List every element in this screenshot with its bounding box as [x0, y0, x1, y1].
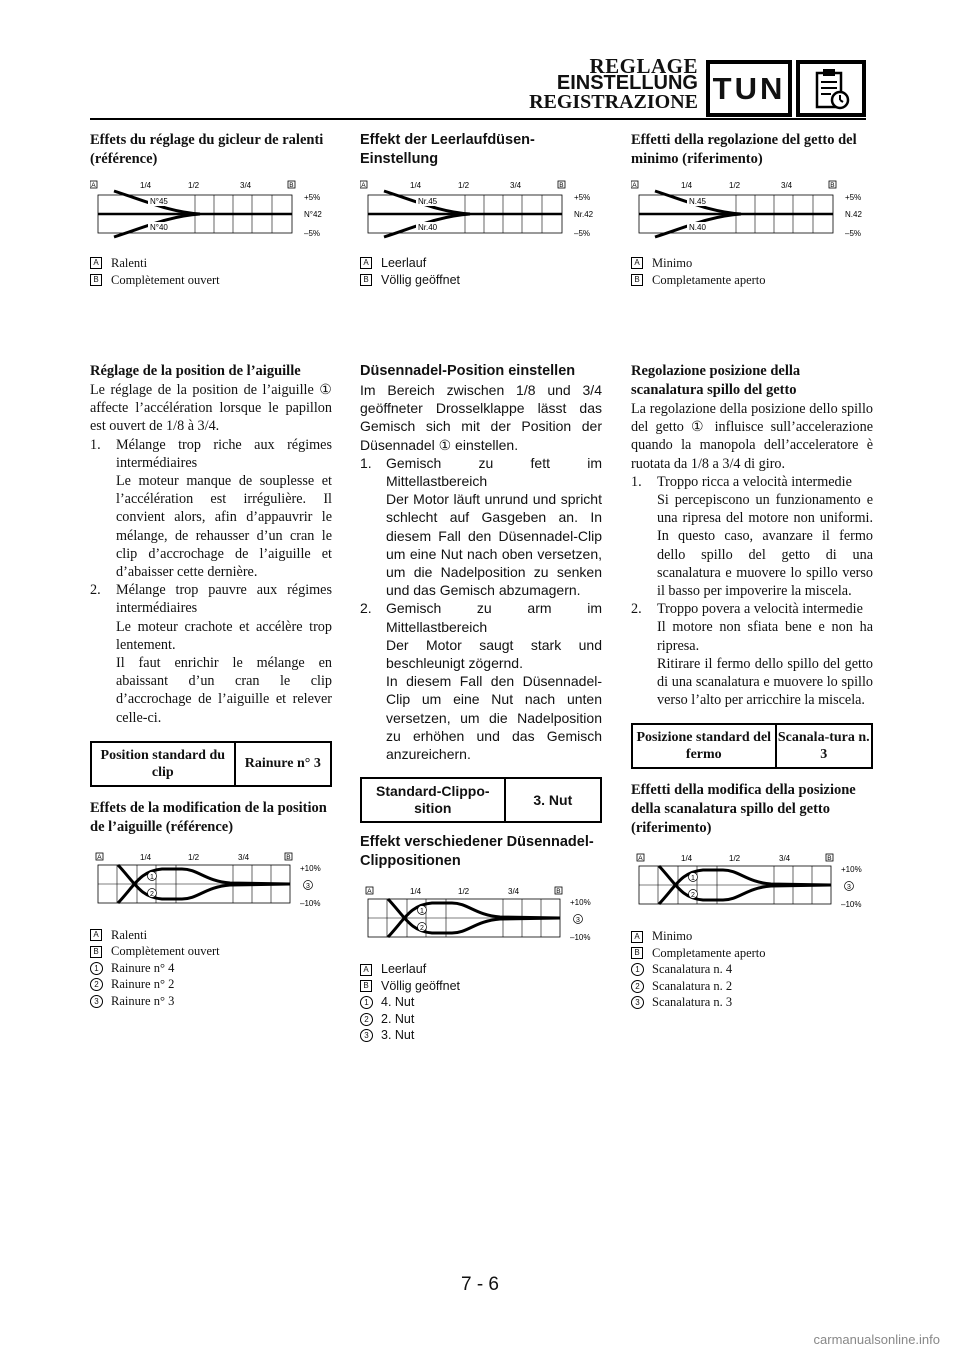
- key-1-icon: 1: [90, 962, 103, 975]
- list-item-text: Ritirare il fermo dello spillo del getto di una scanalatura e muovere lo spillo verso l’alto per arricchire la miscela.: [657, 655, 873, 709]
- idle-chart-n42: N°42: [304, 210, 322, 219]
- key-2-icon: 2: [90, 978, 103, 991]
- svg-text:+10%: +10%: [570, 898, 591, 908]
- needle-chart-fr: [90, 851, 332, 917]
- svg-text:1/2: 1/2: [729, 854, 741, 864]
- svg-text:3: 3: [847, 884, 851, 892]
- svg-text:3/4: 3/4: [508, 887, 520, 897]
- svg-text:B: B: [830, 182, 835, 190]
- idle-chart-n40: N°40: [150, 223, 168, 232]
- list-item: 1. Troppo ricca a velocità intermedie: [631, 473, 852, 490]
- legend-b: B Völlig geöffnet: [360, 272, 602, 289]
- key-1-icon: 1: [360, 996, 373, 1009]
- svg-text:1: 1: [691, 875, 695, 883]
- key-2-icon: 2: [631, 980, 644, 993]
- idle-chart-de: [360, 179, 602, 247]
- svg-text:N.42: N.42: [845, 210, 862, 219]
- header-rule: [90, 118, 866, 120]
- key-3-icon: 3: [360, 1029, 373, 1042]
- header-title-fr: REGLAGE: [589, 54, 698, 78]
- needle-title-fr: Réglage de la position de l’aiguille: [90, 363, 301, 379]
- svg-text:B: B: [559, 182, 564, 190]
- idle-chart-it: [631, 179, 873, 247]
- svg-text:1/4: 1/4: [410, 887, 422, 897]
- svg-text:–5%: –5%: [845, 229, 862, 238]
- svg-text:Nr.40: Nr.40: [418, 223, 438, 232]
- legend-b: B Völlig geöffnet: [360, 978, 602, 995]
- idle-title-it: Effetti della regolazione del getto del minimo (riferimento): [631, 132, 857, 167]
- svg-text:+5%: +5%: [574, 193, 591, 202]
- svg-text:–10%: –10%: [300, 898, 321, 908]
- legend-a: A Leerlauf: [360, 961, 602, 978]
- svg-text:B: B: [556, 888, 561, 896]
- svg-text:1: 1: [150, 873, 154, 881]
- tuning-clipboard-icon: [796, 60, 866, 117]
- list-item: 2. Troppo povera a velocità intermedie: [631, 601, 863, 618]
- legend-b: B Complètement ouvert: [90, 943, 332, 960]
- legend-3: 3 Scanalatura n. 3: [631, 994, 873, 1011]
- svg-text:1/2: 1/2: [458, 181, 470, 190]
- key-a-icon: A: [360, 964, 372, 976]
- legend-a: A Ralenti: [90, 255, 332, 272]
- legend-1: 1 Rainure n° 4: [90, 960, 332, 977]
- list-item-text: Der Motor saugt stark und beschleunigt zögernd.: [386, 636, 602, 672]
- svg-text:+10%: +10%: [300, 863, 321, 873]
- svg-text:3/4: 3/4: [238, 852, 250, 862]
- spec-table-label: Standard-Clippo-sition: [362, 779, 506, 821]
- legend-b: B Completamente aperto: [631, 272, 873, 289]
- legend-a: A Leerlauf: [360, 255, 602, 272]
- watermark: carmanualsonline.info: [813, 1332, 940, 1347]
- svg-text:2: 2: [150, 890, 154, 898]
- svg-text:2: 2: [420, 925, 424, 933]
- needle-section-fr: [90, 362, 332, 1009]
- svg-text:1/2: 1/2: [188, 852, 200, 862]
- needle-intro-de: Im Bereich zwischen 1/8 und 3/4 geöffneter Drosselklappe lässt das Gemisch sich mit der Position der Düsennadel ① einstellen.: [360, 382, 602, 453]
- svg-text:A: A: [638, 855, 643, 863]
- legend-3: 3 Rainure n° 3: [90, 993, 332, 1010]
- needle-title-it: Regolazione posizione della scanalatura spillo del getto: [631, 363, 801, 398]
- legend-a: A Minimo: [631, 255, 873, 272]
- needle-intro-fr: Le réglage de la position de l’aiguille ① affecte l’accélération lorsque le papillon est ouvert de 1/8 à 3/4.: [90, 382, 332, 435]
- svg-text:A: A: [632, 182, 637, 190]
- legend-2: 2 Rainure n° 2: [90, 976, 332, 993]
- idle-section-it: [631, 131, 873, 288]
- svg-text:1/4: 1/4: [681, 181, 693, 190]
- idle-chart-tick-quarter: 1/4: [140, 181, 152, 190]
- key-a-icon: A: [90, 929, 102, 941]
- list-item-text: Der Motor läuft unrund und spricht schlecht auf Gasgeben an. In diesem Fall den Düsennadel-Clip um eine Nut nach oben versetzen, um die Nadelposition zu senken und das Gemisch abzumagern.: [386, 491, 602, 599]
- header-title-it: REGISTRAZIONE: [529, 91, 698, 113]
- header-title-de: EINSTELLUNG: [556, 72, 698, 94]
- legend-b: B Completamente aperto: [631, 945, 873, 962]
- section-code-box: [706, 60, 792, 117]
- svg-text:–10%: –10%: [841, 900, 862, 910]
- svg-text:1/4: 1/4: [140, 852, 152, 862]
- key-b-icon: B: [90, 274, 102, 286]
- svg-text:B: B: [827, 855, 832, 863]
- key-2-icon: 2: [360, 1013, 373, 1026]
- key-a-icon: A: [360, 257, 372, 269]
- svg-text:N.40: N.40: [689, 223, 706, 232]
- list-item-text: Il faut enrichir le mélange en abaissant d’un cran le clip d’accrochage de l’aiguille et relever celle-ci.: [116, 655, 332, 726]
- needle-chart-it: [631, 852, 873, 918]
- legend-2: 2 2. Nut: [360, 1011, 602, 1028]
- idle-section-fr: [90, 131, 332, 288]
- svg-text:1/4: 1/4: [410, 181, 422, 190]
- svg-text:B: B: [286, 854, 291, 862]
- svg-text:A: A: [361, 182, 366, 190]
- spec-table-value: 3. Nut: [533, 791, 573, 808]
- legend-b: B Complètement ouvert: [90, 272, 332, 289]
- list-item: 2. Gemisch zu arm im Mittellastbereich: [360, 600, 602, 635]
- key-b-icon: B: [631, 947, 643, 959]
- list-item-text: Le moteur manque de souplesse et l’accélération est irrégulière. Il convient alors, afin d’appauvrir le mélange, de rehausser d’un cran le clip d’accrochage de l’aiguille et d’abaisser cette dernière.: [116, 473, 332, 581]
- spec-table-value: Rainure n° 3: [244, 756, 321, 772]
- svg-text:A: A: [97, 854, 102, 862]
- svg-text:+10%: +10%: [841, 865, 862, 875]
- key-b-icon: B: [360, 274, 372, 286]
- idle-chart-fr: [90, 179, 332, 247]
- idle-title-de: Effekt der Leerlaufdüsen-Einstellung: [360, 132, 535, 167]
- effects-title-de: Effekt verschiedener Düsennadel-Clippositionen: [360, 834, 594, 870]
- svg-text:Nr.42: Nr.42: [574, 210, 594, 219]
- spec-table: [360, 777, 602, 823]
- key-3-icon: 3: [631, 996, 644, 1009]
- idle-chart-tick-half: 1/2: [188, 181, 200, 190]
- idle-chart-tick-three-quarter: 3/4: [240, 181, 252, 190]
- list-item-text: Il motore non sfiata bene e non ha ripresa.: [657, 619, 873, 654]
- list-item: 1. Mélange trop riche aux régimes intermédiaires: [90, 436, 332, 471]
- spec-table-value: Scanala-tura n. 3: [777, 730, 870, 763]
- legend-1: 1 4. Nut: [360, 994, 602, 1011]
- legend-1: 1 Scanalatura n. 4: [631, 961, 873, 978]
- idle-chart-plus: +5%: [304, 193, 321, 202]
- list-item-text: In diesem Fall den Düsennadel-Clip um eine Nut nach unten versetzen, um die Nadelposition zu erhöhen und das Gemisch anzureichern.: [386, 673, 602, 763]
- svg-text:N.45: N.45: [689, 197, 706, 206]
- svg-text:3/4: 3/4: [510, 181, 522, 190]
- key-3-icon: 3: [90, 995, 103, 1008]
- spec-table-label: Position standard du clip: [92, 743, 236, 785]
- legend-2: 2 Scanalatura n. 2: [631, 978, 873, 995]
- svg-text:3: 3: [576, 917, 580, 925]
- svg-text:1/2: 1/2: [729, 181, 741, 190]
- svg-text:3/4: 3/4: [779, 854, 791, 864]
- svg-text:2: 2: [691, 892, 695, 900]
- idle-section-de: [360, 131, 602, 288]
- svg-text:–5%: –5%: [574, 229, 591, 238]
- svg-text:A: A: [367, 888, 372, 896]
- effects-title-it: Effetti della modifica della posizione della scanalatura spillo del getto (riferimento): [631, 782, 856, 837]
- idle-chart-key-a: A: [91, 182, 96, 190]
- needle-intro-it: La regolazione della posizione dello spillo del getto ① influisce sull’accelerazione quando la manopola dell’acceleratore è ruotata da 1/8 a 3/4 di giro.: [631, 401, 873, 472]
- svg-text:–10%: –10%: [570, 933, 591, 943]
- needle-section-de: [360, 362, 602, 1044]
- key-b-icon: B: [631, 274, 643, 286]
- idle-chart-n45: N°45: [150, 197, 168, 206]
- key-b-icon: B: [90, 946, 102, 958]
- idle-title-fr: Effets du réglage du gicleur de ralenti (référence): [90, 132, 324, 167]
- list-item: 1. Gemisch zu fett im Mittellastbereich: [360, 454, 602, 490]
- key-a-icon: A: [631, 931, 643, 943]
- list-item-text: Le moteur crachote et accélère trop lentement.: [116, 618, 332, 653]
- spec-table: [631, 723, 873, 769]
- svg-text:1/2: 1/2: [458, 887, 470, 897]
- idle-chart-key-b: B: [289, 182, 294, 190]
- needle-chart-de: [360, 885, 602, 951]
- svg-text:+5%: +5%: [845, 193, 862, 202]
- spec-table-label: Posizione standard del fermo: [633, 725, 777, 767]
- legend-3: 3 3. Nut: [360, 1027, 602, 1044]
- key-b-icon: B: [360, 980, 372, 992]
- svg-text:Nr.45: Nr.45: [418, 197, 438, 206]
- svg-text:3: 3: [306, 882, 310, 890]
- needle-title-de: Düsennadel-Position einstellen: [360, 363, 576, 379]
- spec-table: [90, 741, 332, 787]
- legend-a: A Minimo: [631, 928, 873, 945]
- legend-a: A Ralenti: [90, 927, 332, 944]
- key-a-icon: A: [631, 257, 643, 269]
- key-1-icon: 1: [631, 963, 644, 976]
- needle-section-it: [631, 362, 873, 1011]
- section-code: TUN: [712, 70, 786, 106]
- effects-title-fr: Effets de la modification de la position de l’aiguille (référence): [90, 799, 327, 835]
- idle-chart-minus: –5%: [304, 229, 321, 238]
- svg-text:3/4: 3/4: [781, 181, 793, 190]
- key-a-icon: A: [90, 257, 102, 269]
- svg-text:1/4: 1/4: [681, 854, 693, 864]
- page-number: 7 - 6: [460, 1274, 500, 1295]
- list-item: 2. Mélange trop pauvre aux régimes intermédiaires: [90, 582, 332, 617]
- list-item-text: Si percepiscono un funzionamento e una ripresa del motore non uniformi. In questo caso, avanzare il fermo dello spillo del getto di una scanalatura e muovere lo spillo verso il basso per impoverire la miscela.: [657, 492, 873, 600]
- svg-text:1: 1: [420, 908, 424, 916]
